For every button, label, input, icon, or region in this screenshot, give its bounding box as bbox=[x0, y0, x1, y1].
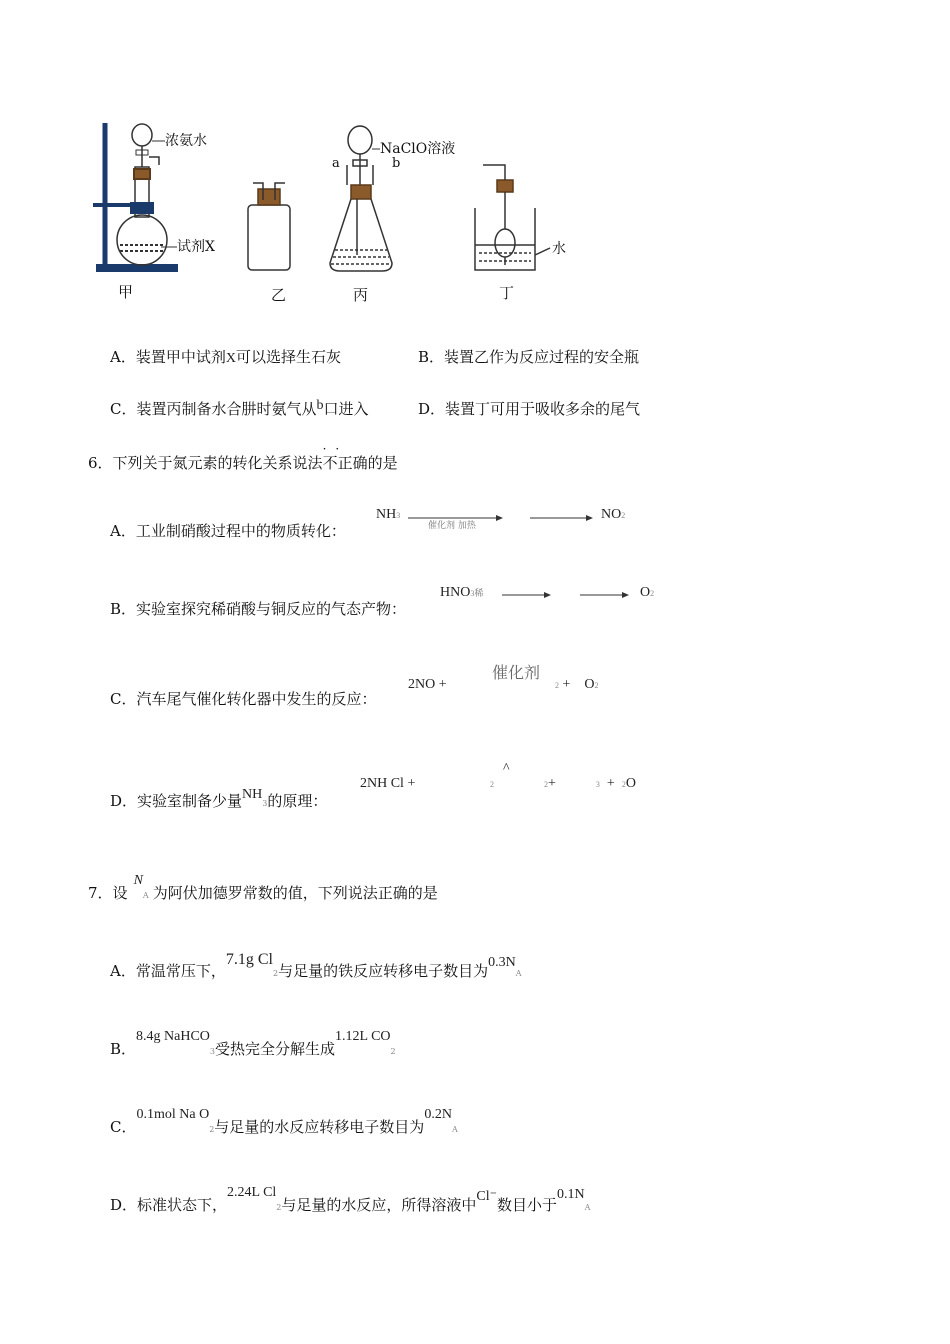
label-port-b: b bbox=[392, 156, 401, 171]
q6-b-formula: HNO3稀 bbox=[440, 585, 484, 600]
q6-option-b: B．实验室探究稀硝酸与铜反应的气态产物： bbox=[110, 600, 407, 618]
q6-c-products: 2 + O2 bbox=[555, 677, 599, 692]
q6-b-product: O2 bbox=[640, 585, 655, 600]
apparatus-yi bbox=[248, 183, 290, 270]
apparatus-ding bbox=[475, 165, 550, 270]
q6-b-arrows bbox=[502, 588, 662, 604]
q7-stem: 7．设NA 为阿伏加德罗常数的值，下列说法正确的是 bbox=[88, 873, 438, 902]
q6-option-a: A．工业制硝酸过程中的物质转化： bbox=[110, 522, 346, 540]
label-reagent-x: 试剂X bbox=[177, 239, 215, 255]
q5-option-d: D．装置丁可用于吸收多余的尾气 bbox=[418, 400, 641, 418]
apparatus-figure bbox=[85, 105, 605, 305]
label-port-a: a bbox=[332, 156, 340, 171]
emphasis-not: ·· 不正 bbox=[322, 442, 353, 472]
q5-option-a: A．装置甲中试剂X可以选择生石灰 bbox=[110, 348, 341, 366]
q6-d-products: 2 2+ 3 + 2O bbox=[490, 776, 636, 791]
q7-option-d: D．标准状态下，2.24L Cl2与足量的水反应，所得溶液中Cl⁻数目小于0.1NA bbox=[110, 1185, 591, 1214]
q5-option-b: B．装置乙作为反应过程的安全瓶 bbox=[418, 348, 640, 366]
q6-option-d: D．实验室制备少量NH3的原理： bbox=[110, 787, 328, 810]
q7-option-a: A．常温常压下，7.1g Cl2与足量的铁反应转移电子数目为0.3NA bbox=[110, 951, 522, 980]
q6-a-formula: NH3 bbox=[376, 507, 401, 522]
caption-bing: 丙 bbox=[353, 286, 369, 304]
q7-option-b: B．8.4g NaHCO3受热完全分解生成1.12L CO2 bbox=[110, 1029, 396, 1058]
q6-a-product: NO2 bbox=[601, 507, 626, 522]
q6-c-catalyst: 催化剂 bbox=[492, 663, 541, 682]
label-water: 水 bbox=[552, 241, 566, 257]
q6-d-heat: ^ bbox=[503, 761, 510, 776]
q6-option-c: C．汽车尾气催化转化器中发生的反应： bbox=[110, 690, 377, 708]
label-naclo-solution: NaClO溶液 bbox=[380, 141, 456, 157]
q5-option-c: C．装置丙制备水合肼时氨气从b口进入 bbox=[110, 398, 369, 418]
caption-ding: 丁 bbox=[499, 284, 515, 302]
q6-d-reactants: 2NH Cl + bbox=[360, 776, 416, 791]
label-concentrated-ammonia: 浓氨水 bbox=[165, 133, 207, 149]
caption-yi: 乙 bbox=[271, 286, 287, 304]
q6-c-reactants: 2NO + bbox=[408, 677, 447, 692]
q7-option-c: C．0.1mol Na O2与足量的水反应转移电子数目为0.2NA bbox=[110, 1107, 458, 1136]
caption-jia: 甲 bbox=[118, 283, 134, 301]
q6-a-condition: 催化剂 加热 bbox=[428, 521, 476, 531]
q6-stem: 6．下列关于氮元素的转化关系说法 ·· 不正确的是 bbox=[88, 442, 398, 472]
